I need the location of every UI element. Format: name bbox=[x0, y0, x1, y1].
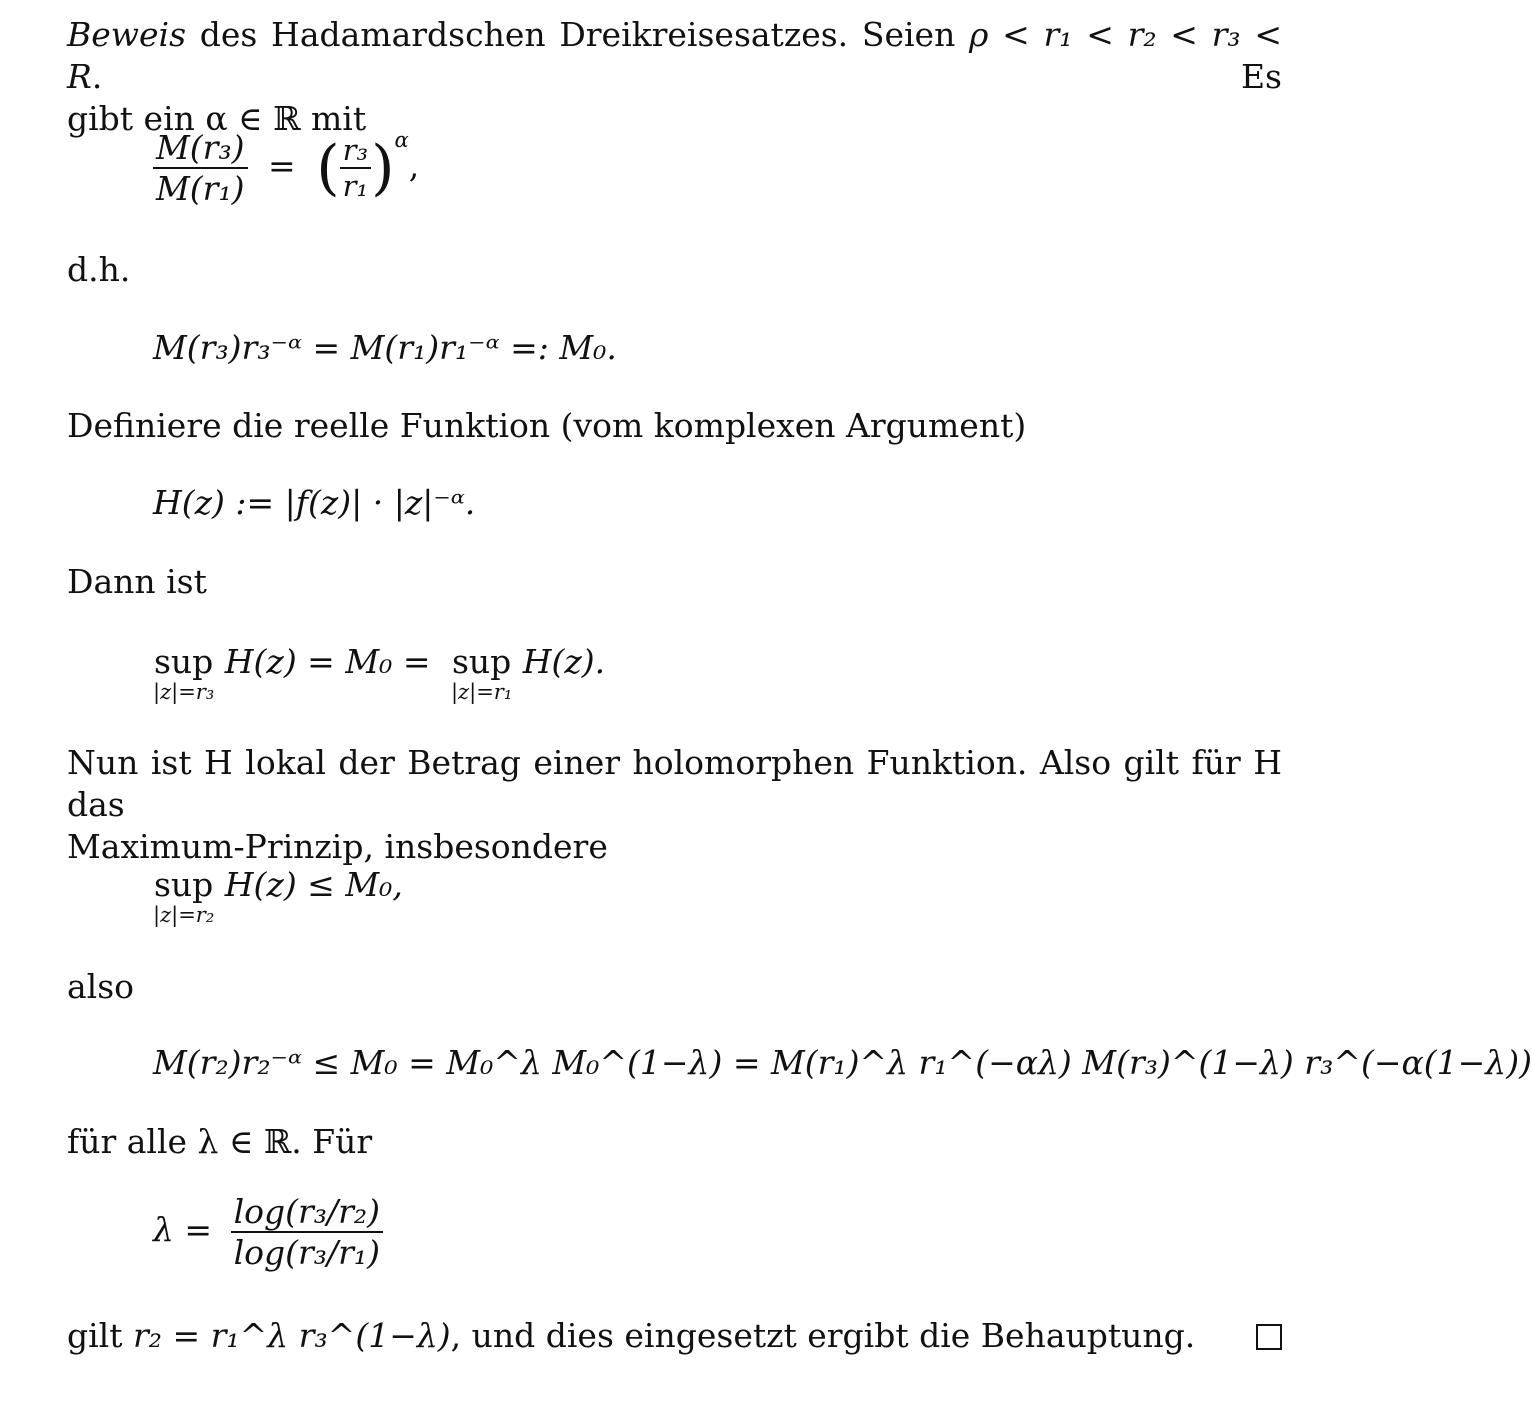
also-text: also bbox=[67, 967, 135, 1006]
beweis-word: Beweis bbox=[67, 15, 187, 54]
eq1-rhs-numerator: r₃ bbox=[342, 133, 369, 167]
dann-ist-text: Dann ist bbox=[67, 562, 207, 601]
eq4-sup-1-sub: |z|=r₃ bbox=[153, 680, 215, 704]
intro-text-1: des Hadamardschen Dreikreisesatzes. Seien bbox=[186, 15, 970, 54]
nun-line-1: Nun ist H lokal der Betrag einer holomorphen Funktion. Also gilt für H das bbox=[67, 743, 1282, 824]
eq7-denominator: log(r₃/r₁) bbox=[231, 1231, 383, 1272]
define-text: Definiere die reelle Funktion (vom komplexen Argument) bbox=[67, 406, 1027, 445]
equation-h-def: H(z) := |f(z)| · |z|⁻ᵅ. bbox=[153, 483, 476, 522]
equation-ratio: $\frac{\text{M(r₃)}}{\text{M(r₁)}}$ = ( $\frac{\text{r₃}}{\text{r₁}}$ )$^\alpha$, bbox=[153, 128, 419, 208]
eq1-fraction bbox=[153, 128, 248, 208]
eq1-numerator: M(r₃) bbox=[156, 128, 245, 167]
equation-m0: M(r₃)r₃⁻ᵅ = M(r₁)r₁⁻ᵅ =: M₀. bbox=[153, 328, 617, 367]
eq1-exponent: α bbox=[394, 128, 409, 152]
eq5-sup-label: sup bbox=[153, 865, 214, 904]
final-text-b: , und dies eingesetzt ergibt die Behauptung. bbox=[450, 1316, 1196, 1355]
equation-lambda bbox=[153, 1192, 383, 1272]
eq4-sup-1 bbox=[153, 642, 214, 703]
eq7-lhs: λ = bbox=[153, 1210, 213, 1249]
equation-inequality-chain: M(r₂)r₂⁻ᵅ ≤ M₀ = M₀^λ M₀^(1−λ) = M(r₁)^λ r₁^(−αλ) M(r₃)^(1−λ) r₃^(−α(1−λ)) bbox=[153, 1043, 1532, 1082]
eq5-sup bbox=[153, 865, 214, 926]
eq7-fraction bbox=[231, 1192, 383, 1272]
eq1-denominator: M(r₁) bbox=[153, 167, 248, 208]
intro-text-2: . Es bbox=[91, 57, 1282, 96]
eq4-end: H(z). bbox=[522, 642, 606, 681]
final-line bbox=[67, 1315, 1282, 1357]
eq1-rhs-fraction bbox=[340, 133, 372, 203]
intro-line-2: gibt ein α ∈ ℝ mit bbox=[67, 99, 367, 138]
equation-sup-leq bbox=[153, 865, 403, 926]
eq1-rhs-denominator: r₁ bbox=[340, 167, 372, 203]
qed-square-icon bbox=[1256, 1324, 1282, 1350]
nun-line-2: Maximum-Prinzip, insbesondere bbox=[67, 827, 608, 866]
intro-radius-chain: ρ < r₁ < r₂ < r₃ < R bbox=[67, 15, 1282, 96]
equation-sup-equal bbox=[153, 642, 605, 703]
nun-paragraph bbox=[67, 742, 1282, 868]
eq4-sup-2 bbox=[451, 642, 512, 703]
fuer-alle-text: für alle λ ∈ ℝ. Für bbox=[67, 1122, 373, 1161]
eq5-sup-sub: |z|=r₂ bbox=[153, 903, 215, 927]
intro-line-1 bbox=[67, 14, 1282, 98]
final-math: r₂ = r₁^λ r₃^(1−λ) bbox=[132, 1316, 451, 1355]
eq4-sup-2-sub: |z|=r₁ bbox=[450, 680, 513, 704]
final-text-a: gilt bbox=[67, 1316, 133, 1355]
intro-paragraph bbox=[67, 14, 1282, 140]
eq4-sup-2-label: sup bbox=[451, 642, 512, 681]
eq4-middle: H(z) = M₀ = bbox=[224, 642, 431, 681]
dh-text: d.h. bbox=[67, 250, 131, 289]
eq5-rest: H(z) ≤ M₀, bbox=[224, 865, 403, 904]
eq7-numerator: log(r₃/r₂) bbox=[233, 1192, 380, 1231]
eq4-sup-1-label: sup bbox=[153, 642, 214, 681]
